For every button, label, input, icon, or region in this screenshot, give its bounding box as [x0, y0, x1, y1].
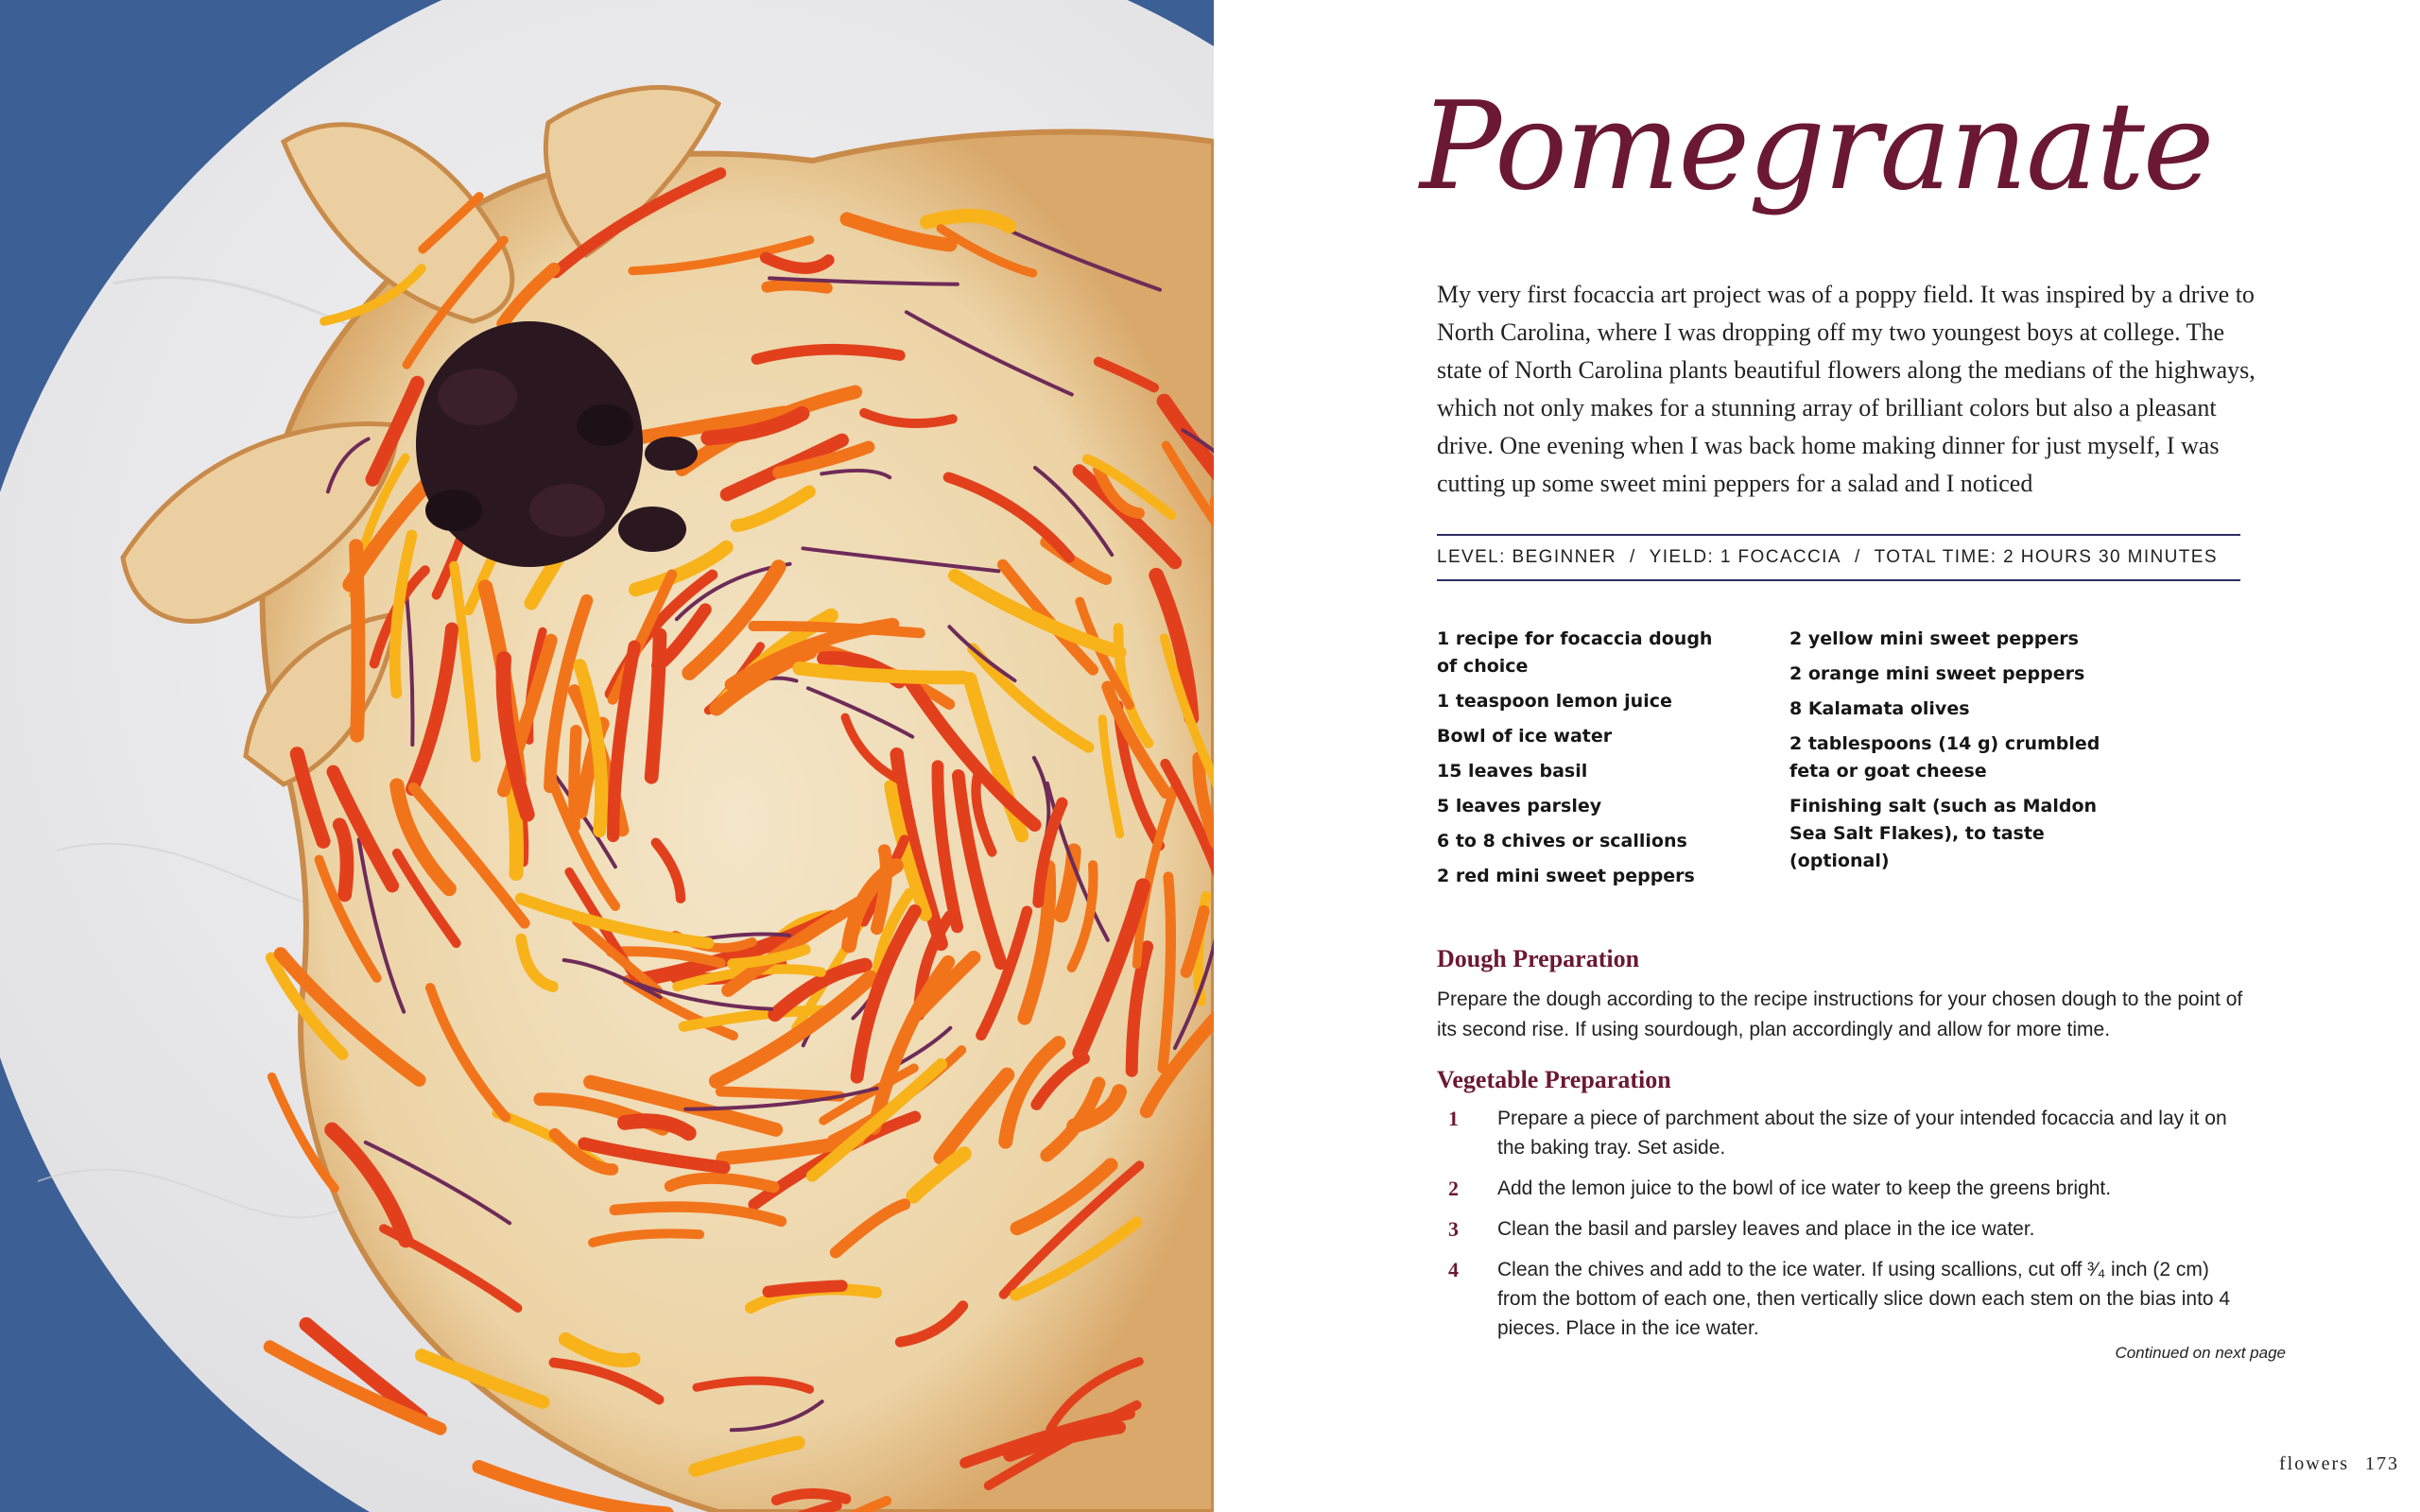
intro-paragraph: My very first focaccia art project was of a poppy field. It was inspired by a drive to North Carolina, where I was dropping off my two youngest boys at college. The state of North Carolina plants beautiful flowers along the medians of the highways, which not only makes for a stunning array of brilliant colors but also a pleasant drive. One evening when I was back home making dinner for just myself, I was cutting up some sweet mini peppers for a salad and I noticed: [1437, 281, 2256, 497]
pepper-strip: [574, 730, 576, 826]
ingredient-item: Bowl of ice water: [1437, 726, 1613, 747]
level-label: LEVEL: BEGINNER: [1437, 547, 1616, 567]
recipe-title: Pomegranate: [1420, 77, 2213, 217]
ingredient-item: 2 red mini sweet peppers: [1437, 866, 1695, 886]
pepper-strip: [769, 1286, 842, 1292]
page-footer: [2279, 1453, 2399, 1475]
total-time-label: TOTAL TIME: 2 HOURS 30 MINUTES: [1874, 547, 2218, 567]
ingredient-item: 15 leaves basil: [1437, 761, 1588, 782]
step-item: [1437, 1214, 2269, 1244]
step-number: 2: [1448, 1177, 1459, 1200]
step-number: 3: [1448, 1217, 1459, 1241]
step-text: Add the lemon juice to the bowl of ice water to keep the greens bright.: [1497, 1177, 2112, 1199]
pepper-strip: [339, 825, 347, 895]
ingredient-item: Finishing salt (such as Maldon Sea Salt Flakes), to taste (optional): [1789, 796, 2098, 871]
ingredient-item: 5 leaves parsley: [1437, 796, 1602, 816]
dough-preparation-text: Prepare the dough according to the recipe instructions for your chosen dough to the point of its second rise. If using sourdough, plan accordingly and allow for more time.: [1437, 988, 2243, 1040]
pepper-strip: [767, 284, 827, 287]
vegetable-preparation-heading: Vegetable Preparation: [1437, 1066, 1671, 1093]
step-text: Prepare a piece of parchment about the size of your intended focaccia and lay it on the baking tray. Set aside.: [1497, 1108, 2227, 1159]
page-number: 173: [2365, 1453, 2399, 1474]
ingredient-item: 1 recipe for focaccia dough of choice: [1437, 628, 1713, 677]
footer-section-name: flowers: [2279, 1453, 2349, 1474]
ingredient-item: 2 tablespoons (14 g) crumbled feta or goat cheese: [1789, 733, 2100, 782]
ingredients-column-2: [1789, 626, 2101, 883]
dough-preparation-heading: Dough Preparation: [1437, 945, 1640, 972]
recipe-page: [1214, 0, 2420, 1512]
ingredient-item: 8 Kalamata olives: [1789, 698, 1970, 719]
step-item: [1437, 1104, 2269, 1162]
meta-separator: /: [1629, 547, 1636, 567]
ingredient-item: 2 orange mini sweet peppers: [1789, 663, 2085, 684]
step-text: Clean the basil and parsley leaves and place in the ice water.: [1497, 1218, 2035, 1240]
step-item: [1437, 1174, 2269, 1203]
recipe-meta-bar: [1437, 534, 2240, 581]
step-text: Clean the chives and add to the ice water. If using scallions, cut off ³⁄₄ inch (2 cm) from the bottom of each one, then vertically slice down each stem on the bias into 4 pieces. Place in the ice water.: [1497, 1259, 2231, 1339]
vegetable-steps-list: [1437, 1104, 2269, 1354]
continued-note: Continued on next page: [2115, 1344, 2286, 1362]
ingredient-item: 6 to 8 chives or scallions: [1437, 831, 1687, 851]
yield-label: YIELD: 1 FOCACCIA: [1649, 547, 1841, 567]
step-number: 1: [1448, 1107, 1459, 1130]
pepper-strip: [720, 1091, 839, 1096]
step-number: 4: [1448, 1258, 1459, 1281]
ingredients-column-1: [1437, 626, 1720, 898]
meta-separator: /: [1854, 547, 1861, 567]
ingredient-item: 1 teaspoon lemon juice: [1437, 691, 1672, 712]
step-item: [1437, 1255, 2269, 1343]
ingredient-item: 2 yellow mini sweet peppers: [1789, 628, 2079, 649]
pepper-strip: [651, 635, 660, 778]
